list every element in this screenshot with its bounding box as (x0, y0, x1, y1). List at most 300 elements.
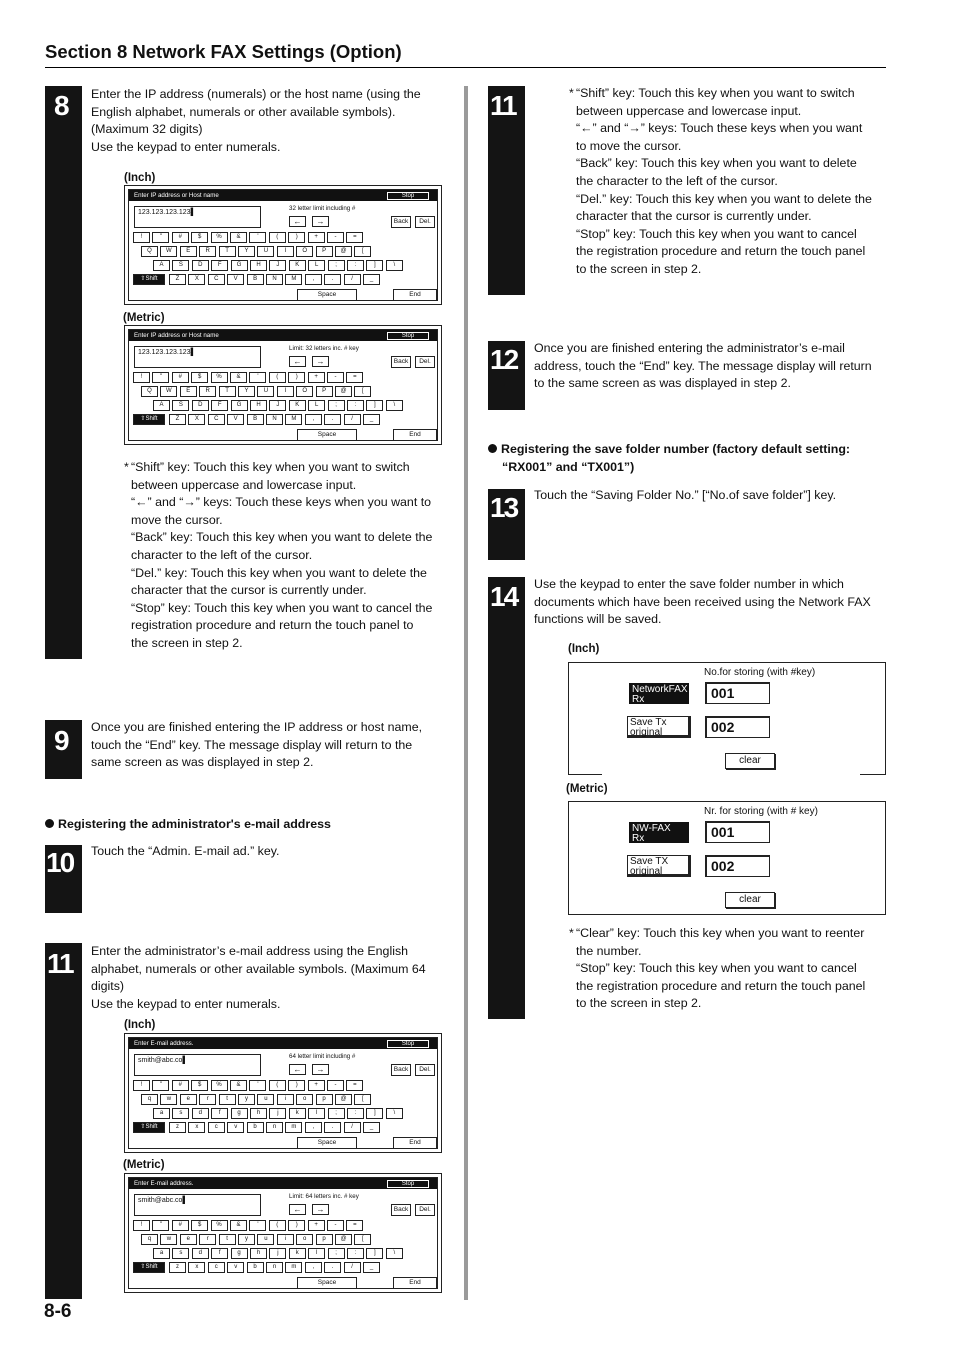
cursor-icon: ▌ (190, 349, 196, 356)
key[interactable]: M (285, 414, 302, 425)
key[interactable]: I (277, 386, 294, 397)
inch-label: (Inch) (124, 172, 156, 184)
key[interactable]: z (169, 1262, 186, 1273)
right-arrow-button[interactable]: → (312, 1064, 329, 1075)
key[interactable]: c (208, 1122, 225, 1133)
key[interactable]: v (227, 1122, 244, 1133)
step-11-bar (45, 943, 82, 1299)
key[interactable]: h (250, 1108, 267, 1119)
stop-button[interactable]: Stop (387, 1180, 429, 1188)
limit-text: Limit: 64 letters inc. # key (289, 1193, 359, 1200)
note-line: “Back” key: Touch this key when you want to delete the (131, 530, 433, 545)
key[interactable]: r (199, 1234, 216, 1245)
key[interactable]: n (266, 1262, 283, 1273)
key[interactable]: # (172, 372, 189, 383)
key[interactable]: I (277, 246, 294, 257)
key[interactable]: u (257, 1234, 274, 1245)
screen-edge-right (860, 774, 886, 775)
key[interactable]: [ (354, 1094, 371, 1105)
end-button[interactable]: End (393, 429, 437, 441)
key[interactable]: ) (288, 232, 305, 243)
back-button[interactable]: Back (391, 1204, 411, 1216)
end-button[interactable]: End (393, 289, 437, 301)
key[interactable]: Y (238, 246, 255, 257)
label-line: NetworkFAX (632, 684, 688, 695)
key[interactable]: g (231, 1108, 248, 1119)
shift-button[interactable]: ⇧Shift (133, 414, 165, 425)
key[interactable]: L (308, 260, 325, 271)
limit-text: 32 letter limit including # (289, 205, 356, 212)
key[interactable]: j (269, 1248, 286, 1259)
entry-field[interactable] (134, 206, 261, 228)
key[interactable]: " (152, 232, 169, 243)
rx-folder-value[interactable]: 001 (705, 821, 770, 843)
rx-folder-value[interactable]: 001 (705, 682, 770, 704)
heading-text: Registering the administrator's e-mail address (58, 817, 331, 831)
end-button[interactable]: End (393, 1277, 437, 1289)
bullet-icon (45, 819, 54, 828)
back-button[interactable]: Back (391, 356, 411, 368)
key[interactable]: S (172, 260, 189, 271)
key[interactable]: ( (269, 232, 286, 243)
key[interactable]: ) (288, 372, 305, 383)
key[interactable]: m (285, 1122, 302, 1133)
key[interactable]: f (211, 1108, 228, 1119)
key[interactable]: / (344, 274, 361, 285)
folder-screen-header: No.for storing (with #key) (704, 667, 816, 678)
key[interactable]: - (327, 232, 344, 243)
entry-value: 123.123.123.123 (138, 349, 191, 356)
key[interactable]: k (289, 1108, 306, 1119)
key[interactable]: _ (363, 274, 380, 285)
key[interactable]: @ (335, 1094, 352, 1105)
key[interactable]: ) (288, 1080, 305, 1091)
clear-button[interactable]: clear (725, 892, 775, 908)
key[interactable]: ' (249, 1080, 266, 1091)
key[interactable]: k (289, 1248, 306, 1259)
text-line: digits) (91, 979, 125, 994)
back-button[interactable]: Back (391, 216, 411, 228)
del-button[interactable]: Del. (415, 216, 435, 228)
key[interactable]: = (346, 1080, 363, 1091)
key[interactable]: # (172, 1080, 189, 1091)
right-arrow-button[interactable]: → (312, 216, 329, 227)
note-line: “Shift” key: Touch this key when you want to switch (131, 460, 410, 474)
page-number: 8-6 (44, 1301, 72, 1322)
key[interactable]: w (160, 1234, 177, 1245)
note-line: registration procedure and return the touch panel to (131, 618, 414, 633)
key[interactable]: w (160, 1094, 177, 1105)
note-line: move the cursor. (131, 512, 223, 527)
key[interactable]: D (192, 400, 209, 411)
key[interactable]: ' (249, 372, 266, 383)
key[interactable]: t (219, 1234, 236, 1245)
cursor-icon: ▌ (190, 209, 196, 216)
key[interactable]: o (296, 1094, 313, 1105)
step-9-text (91, 719, 456, 772)
key[interactable]: @ (335, 386, 352, 397)
key[interactable]: b (247, 1262, 264, 1273)
key[interactable]: i (277, 1234, 294, 1245)
key[interactable]: S (172, 400, 189, 411)
key[interactable]: n (266, 1122, 283, 1133)
key[interactable]: F (211, 260, 228, 271)
clear-button[interactable]: clear (725, 753, 775, 769)
text-line: functions will be saved. (534, 612, 662, 627)
key[interactable]: ; (328, 260, 345, 271)
key[interactable]: $ (191, 232, 208, 243)
step-12-number: 12 (490, 344, 518, 375)
key[interactable]: " (152, 1220, 169, 1231)
key[interactable]: H (250, 400, 267, 411)
key[interactable]: $ (191, 1220, 208, 1231)
email-keyboard-metric (124, 1173, 442, 1293)
key[interactable]: Y (238, 386, 255, 397)
key[interactable]: l (308, 1108, 325, 1119)
section-title: Section 8 Network FAX Settings (Option) (45, 41, 402, 62)
key[interactable]: \ (386, 400, 403, 411)
text-line: Touch the “Saving Folder No.” [“No.of save folder”] key. (534, 488, 837, 502)
key[interactable]: x (188, 1262, 205, 1273)
key[interactable]: ] (366, 260, 383, 271)
stop-button[interactable]: Stop (387, 1040, 429, 1048)
step-14-bar (488, 577, 525, 1019)
key[interactable]: = (346, 1220, 363, 1231)
space-button[interactable]: Space (297, 1277, 357, 1289)
step-8-note (124, 459, 454, 653)
end-button[interactable]: End (393, 1137, 437, 1149)
key[interactable]: - (327, 1220, 344, 1231)
key[interactable]: M (285, 274, 302, 285)
key[interactable]: ! (133, 1080, 150, 1091)
key[interactable]: P (316, 246, 333, 257)
key[interactable]: @ (335, 246, 352, 257)
entry-field[interactable] (134, 1054, 261, 1076)
key[interactable]: & (230, 232, 247, 243)
key[interactable]: z (169, 1122, 186, 1133)
key[interactable]: : (347, 1248, 364, 1259)
key[interactable]: ( (269, 1080, 286, 1091)
right-arrow-button[interactable]: → (312, 356, 329, 367)
note-asterisk: * (569, 926, 574, 940)
note-line: the number. (576, 943, 642, 958)
label-line: Save Tx (630, 717, 667, 728)
text-line: alphabet, numerals or other available symbols. (Maximum 64 (91, 961, 426, 976)
note-line: “Stop” key: Touch this key when you want to cancel (576, 961, 857, 976)
entry-value: 123.123.123.123 (138, 209, 191, 216)
note-line: the registration procedure and return the touch panel (576, 244, 866, 259)
inch-label: (Inch) (124, 1019, 156, 1031)
key[interactable]: = (346, 232, 363, 243)
save-tx-original-label[interactable] (627, 716, 691, 738)
note-line: the registration procedure and return the touch panel (576, 978, 866, 993)
key[interactable]: Q (141, 386, 158, 397)
key[interactable]: % (211, 232, 228, 243)
note-line: “Del.” key: Touch this key when you want to delete the (576, 191, 872, 206)
key[interactable]: % (211, 1220, 228, 1231)
key[interactable]: q (141, 1234, 158, 1245)
key[interactable]: / (344, 1122, 361, 1133)
del-button[interactable]: Del. (415, 1204, 435, 1216)
network-fax-rx-label (629, 683, 689, 704)
key[interactable]: P (316, 386, 333, 397)
key[interactable]: _ (363, 1122, 380, 1133)
key[interactable]: ! (133, 1220, 150, 1231)
key[interactable]: A (153, 260, 170, 271)
key[interactable]: o (296, 1234, 313, 1245)
space-button[interactable]: Space (297, 289, 357, 301)
key[interactable]: f (211, 1248, 228, 1259)
key[interactable]: / (344, 414, 361, 425)
key[interactable]: ! (133, 232, 150, 243)
key[interactable]: + (308, 232, 325, 243)
key[interactable]: - (327, 1080, 344, 1091)
key[interactable]: O (296, 246, 313, 257)
key[interactable]: ; (328, 1108, 345, 1119)
left-arrow-button[interactable]: ← (289, 216, 306, 227)
key[interactable]: ' (249, 1220, 266, 1231)
key[interactable]: - (327, 372, 344, 383)
key[interactable]: " (152, 372, 169, 383)
key[interactable]: t (219, 1094, 236, 1105)
key[interactable]: & (230, 372, 247, 383)
key[interactable]: [ (354, 246, 371, 257)
text-line: Enter the IP address (numerals) or the host name (using the (91, 87, 421, 101)
key[interactable]: V (227, 274, 244, 285)
key[interactable]: , (305, 1262, 322, 1273)
key[interactable]: a (153, 1248, 170, 1259)
key[interactable]: : (347, 1108, 364, 1119)
key[interactable]: a (153, 1108, 170, 1119)
key[interactable]: N (266, 414, 283, 425)
key[interactable]: R (199, 246, 216, 257)
key[interactable]: # (172, 232, 189, 243)
key[interactable]: W (160, 246, 177, 257)
key[interactable]: h (250, 1248, 267, 1259)
key[interactable]: ] (366, 1108, 383, 1119)
key[interactable]: # (172, 1220, 189, 1231)
tx-folder-value[interactable]: 002 (705, 716, 770, 738)
key[interactable]: J (269, 400, 286, 411)
inch-label: (Inch) (568, 643, 600, 655)
key[interactable]: ; (328, 400, 345, 411)
key[interactable]: , (305, 414, 322, 425)
key[interactable]: q (141, 1094, 158, 1105)
key[interactable]: G (231, 260, 248, 271)
key[interactable]: : (347, 260, 364, 271)
key[interactable]: R (199, 386, 216, 397)
shift-button[interactable]: ⇧Shift (133, 274, 165, 285)
entry-field[interactable] (134, 1194, 261, 1216)
key[interactable]: v (227, 1262, 244, 1273)
key[interactable]: + (308, 1080, 325, 1091)
admin-email-heading (45, 816, 331, 834)
screen-edge-left (568, 774, 602, 775)
note-line: character to the left of the cursor. (131, 547, 313, 562)
key[interactable]: / (344, 1262, 361, 1273)
step-13-number: 13 (490, 492, 518, 523)
key[interactable]: ' (249, 232, 266, 243)
key[interactable]: ] (366, 1248, 383, 1259)
key[interactable]: % (211, 372, 228, 383)
header-rule (45, 67, 886, 68)
key[interactable]: m (285, 1262, 302, 1273)
key[interactable]: e (180, 1094, 197, 1105)
key[interactable]: L (308, 400, 325, 411)
key[interactable]: & (230, 1220, 247, 1231)
key[interactable]: . (324, 1262, 341, 1273)
key[interactable]: \ (386, 1248, 403, 1259)
text-line: Use the keypad to enter numerals. (91, 140, 281, 155)
back-button[interactable]: Back (391, 1064, 411, 1076)
key[interactable]: g (231, 1248, 248, 1259)
key[interactable]: $ (191, 1080, 208, 1091)
key[interactable]: , (305, 1122, 322, 1133)
key[interactable]: ] (366, 400, 383, 411)
key[interactable]: A (153, 400, 170, 411)
key[interactable]: b (247, 1122, 264, 1133)
key[interactable]: r (199, 1094, 216, 1105)
key[interactable]: . (324, 274, 341, 285)
key[interactable]: C (208, 274, 225, 285)
key[interactable]: V (227, 414, 244, 425)
key[interactable]: Z (169, 274, 186, 285)
key[interactable]: F (211, 400, 228, 411)
del-button[interactable]: Del. (415, 1064, 435, 1076)
save-tx-original-label[interactable] (627, 855, 691, 877)
shift-button[interactable]: ⇧Shift (133, 1262, 165, 1273)
key[interactable]: + (308, 372, 325, 383)
key[interactable]: T (219, 246, 236, 257)
key[interactable]: p (316, 1234, 333, 1245)
key[interactable]: C (208, 414, 225, 425)
left-arrow-button[interactable]: ← (289, 356, 306, 367)
key[interactable]: U (257, 386, 274, 397)
key[interactable]: J (269, 260, 286, 271)
del-button[interactable]: Del. (415, 356, 435, 368)
key[interactable]: E (180, 386, 197, 397)
keyboard-panel (128, 189, 438, 301)
note-line: character that the cursor is currently under. (131, 583, 367, 598)
text-line: address, touch the “End” key. The message display will return (534, 358, 872, 373)
key[interactable]: , (305, 274, 322, 285)
limit-text: Limit: 32 letters inc. # key (289, 345, 359, 352)
key[interactable]: H (250, 260, 267, 271)
key[interactable]: u (257, 1094, 274, 1105)
key[interactable]: @ (335, 1234, 352, 1245)
step-14-text (534, 576, 894, 629)
key[interactable]: $ (191, 372, 208, 383)
key[interactable]: G (231, 400, 248, 411)
key[interactable]: y (238, 1234, 255, 1245)
text-line: Use the keypad to enter numerals. (91, 997, 281, 1012)
keyboard-panel (128, 1177, 438, 1289)
key[interactable]: s (172, 1108, 189, 1119)
key[interactable]: B (247, 274, 264, 285)
key[interactable]: K (289, 260, 306, 271)
key[interactable]: j (269, 1108, 286, 1119)
key[interactable]: D (192, 260, 209, 271)
step-10-text (91, 843, 451, 861)
right-arrow-button[interactable]: → (312, 1204, 329, 1215)
folder-screen-inch (568, 662, 886, 774)
key[interactable]: O (296, 386, 313, 397)
key[interactable]: Z (169, 414, 186, 425)
keyboard-title: Enter E-mail address. (129, 1178, 437, 1189)
space-button[interactable]: Space (297, 1137, 357, 1149)
key[interactable]: y (238, 1094, 255, 1105)
stop-button[interactable]: Stop (387, 332, 429, 340)
key[interactable]: X (188, 414, 205, 425)
key[interactable]: ! (133, 372, 150, 383)
key[interactable]: c (208, 1262, 225, 1273)
key[interactable]: [ (354, 386, 371, 397)
entry-field[interactable] (134, 346, 261, 368)
key[interactable]: p (316, 1094, 333, 1105)
step-9-number: 9 (54, 725, 69, 756)
metric-label: (Metric) (123, 1159, 165, 1171)
key[interactable]: U (257, 246, 274, 257)
key[interactable]: T (219, 386, 236, 397)
text-line: to the same screen as was displayed in step 2. (534, 376, 791, 391)
key[interactable]: : (347, 400, 364, 411)
key[interactable]: E (180, 246, 197, 257)
key[interactable]: s (172, 1248, 189, 1259)
stop-button[interactable]: Stop (387, 192, 429, 200)
left-arrow-button[interactable]: ← (289, 1204, 306, 1215)
folder-screen-metric (568, 801, 886, 915)
left-arrow-button[interactable]: ← (289, 1064, 306, 1075)
key[interactable]: . (324, 1122, 341, 1133)
key[interactable]: K (289, 400, 306, 411)
key[interactable]: . (324, 414, 341, 425)
key[interactable]: \ (386, 1108, 403, 1119)
keyboard-title: Enter IP address or Host name (129, 330, 437, 341)
key[interactable]: B (247, 414, 264, 425)
key[interactable]: = (346, 372, 363, 383)
key[interactable]: N (266, 274, 283, 285)
key[interactable]: ( (269, 372, 286, 383)
note-line: “Stop” key: Touch this key when you want to cancel (576, 226, 857, 241)
key[interactable]: [ (354, 1234, 371, 1245)
key[interactable]: W (160, 386, 177, 397)
key[interactable]: _ (363, 414, 380, 425)
key[interactable]: l (308, 1248, 325, 1259)
key[interactable]: \ (386, 260, 403, 271)
key[interactable]: X (188, 274, 205, 285)
tx-folder-value[interactable]: 002 (705, 855, 770, 877)
key[interactable]: ) (288, 1220, 305, 1231)
key[interactable]: x (188, 1122, 205, 1133)
key[interactable]: % (211, 1080, 228, 1091)
shift-button[interactable]: ⇧Shift (133, 1122, 165, 1133)
key[interactable]: ; (328, 1248, 345, 1259)
key[interactable]: d (192, 1108, 209, 1119)
key[interactable]: d (192, 1248, 209, 1259)
key[interactable]: e (180, 1234, 197, 1245)
cursor-icon: ▌ (182, 1197, 188, 1204)
key[interactable]: & (230, 1080, 247, 1091)
step-8-text (91, 86, 451, 157)
note-line: “Back” key: Touch this key when you want to delete (576, 156, 857, 171)
key[interactable]: Q (141, 246, 158, 257)
key[interactable]: " (152, 1080, 169, 1091)
space-button[interactable]: Space (297, 429, 357, 441)
key[interactable]: ( (269, 1220, 286, 1231)
key[interactable]: _ (363, 1262, 380, 1273)
key[interactable]: i (277, 1094, 294, 1105)
key[interactable]: + (308, 1220, 325, 1231)
